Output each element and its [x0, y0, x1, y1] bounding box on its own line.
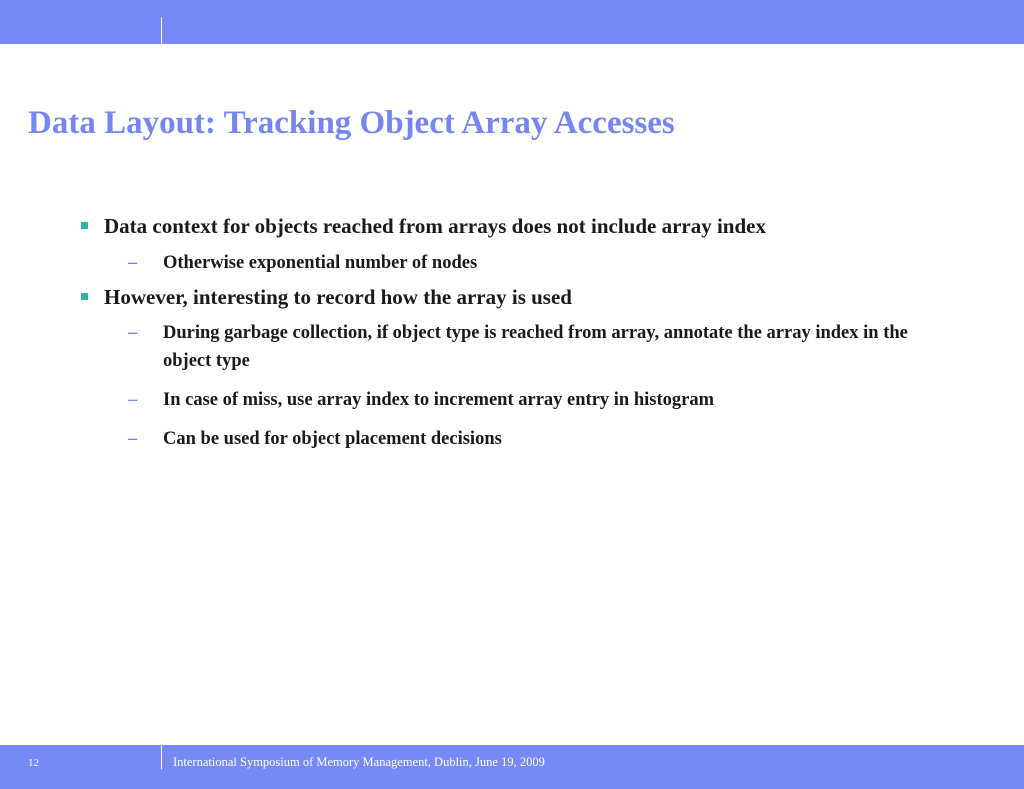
dash-icon: – — [128, 323, 138, 343]
sub-bullet-item — [128, 425, 943, 453]
bullet-item — [104, 213, 766, 239]
footer-text: International Symposium of Memory Management, Dublin, June 19, 2009 — [173, 755, 545, 769]
footer-divider — [161, 745, 162, 769]
sub-bullet-text: During garbage collection, if object type is reached from array, annotate the array index in the object type — [163, 323, 908, 371]
bullet-text: However, interesting to record how the array is used — [104, 285, 572, 309]
sub-bullet-item — [128, 249, 943, 277]
dash-icon: – — [128, 253, 138, 273]
page-number: 12 — [28, 757, 39, 769]
bullet-item — [104, 284, 572, 310]
square-bullet-icon — [81, 222, 88, 229]
bullet-text: Data context for objects reached from arrays does not include array index — [104, 214, 766, 238]
header-divider — [161, 17, 162, 44]
footer-bar — [0, 745, 1024, 789]
square-bullet-icon — [81, 293, 88, 300]
sub-bullet-text: Otherwise exponential number of nodes — [163, 253, 478, 273]
sub-bullet-item — [128, 319, 943, 375]
dash-icon: – — [128, 429, 138, 449]
slide-title: Data Layout: Tracking Object Array Accesses — [28, 105, 675, 141]
sub-bullet-item — [128, 386, 943, 414]
sub-bullet-text: In case of miss, use array index to increment array entry in histogram — [163, 390, 714, 410]
header-bar — [0, 0, 1024, 44]
dash-icon: – — [128, 390, 138, 410]
sub-bullet-text: Can be used for object placement decisions — [163, 429, 502, 449]
